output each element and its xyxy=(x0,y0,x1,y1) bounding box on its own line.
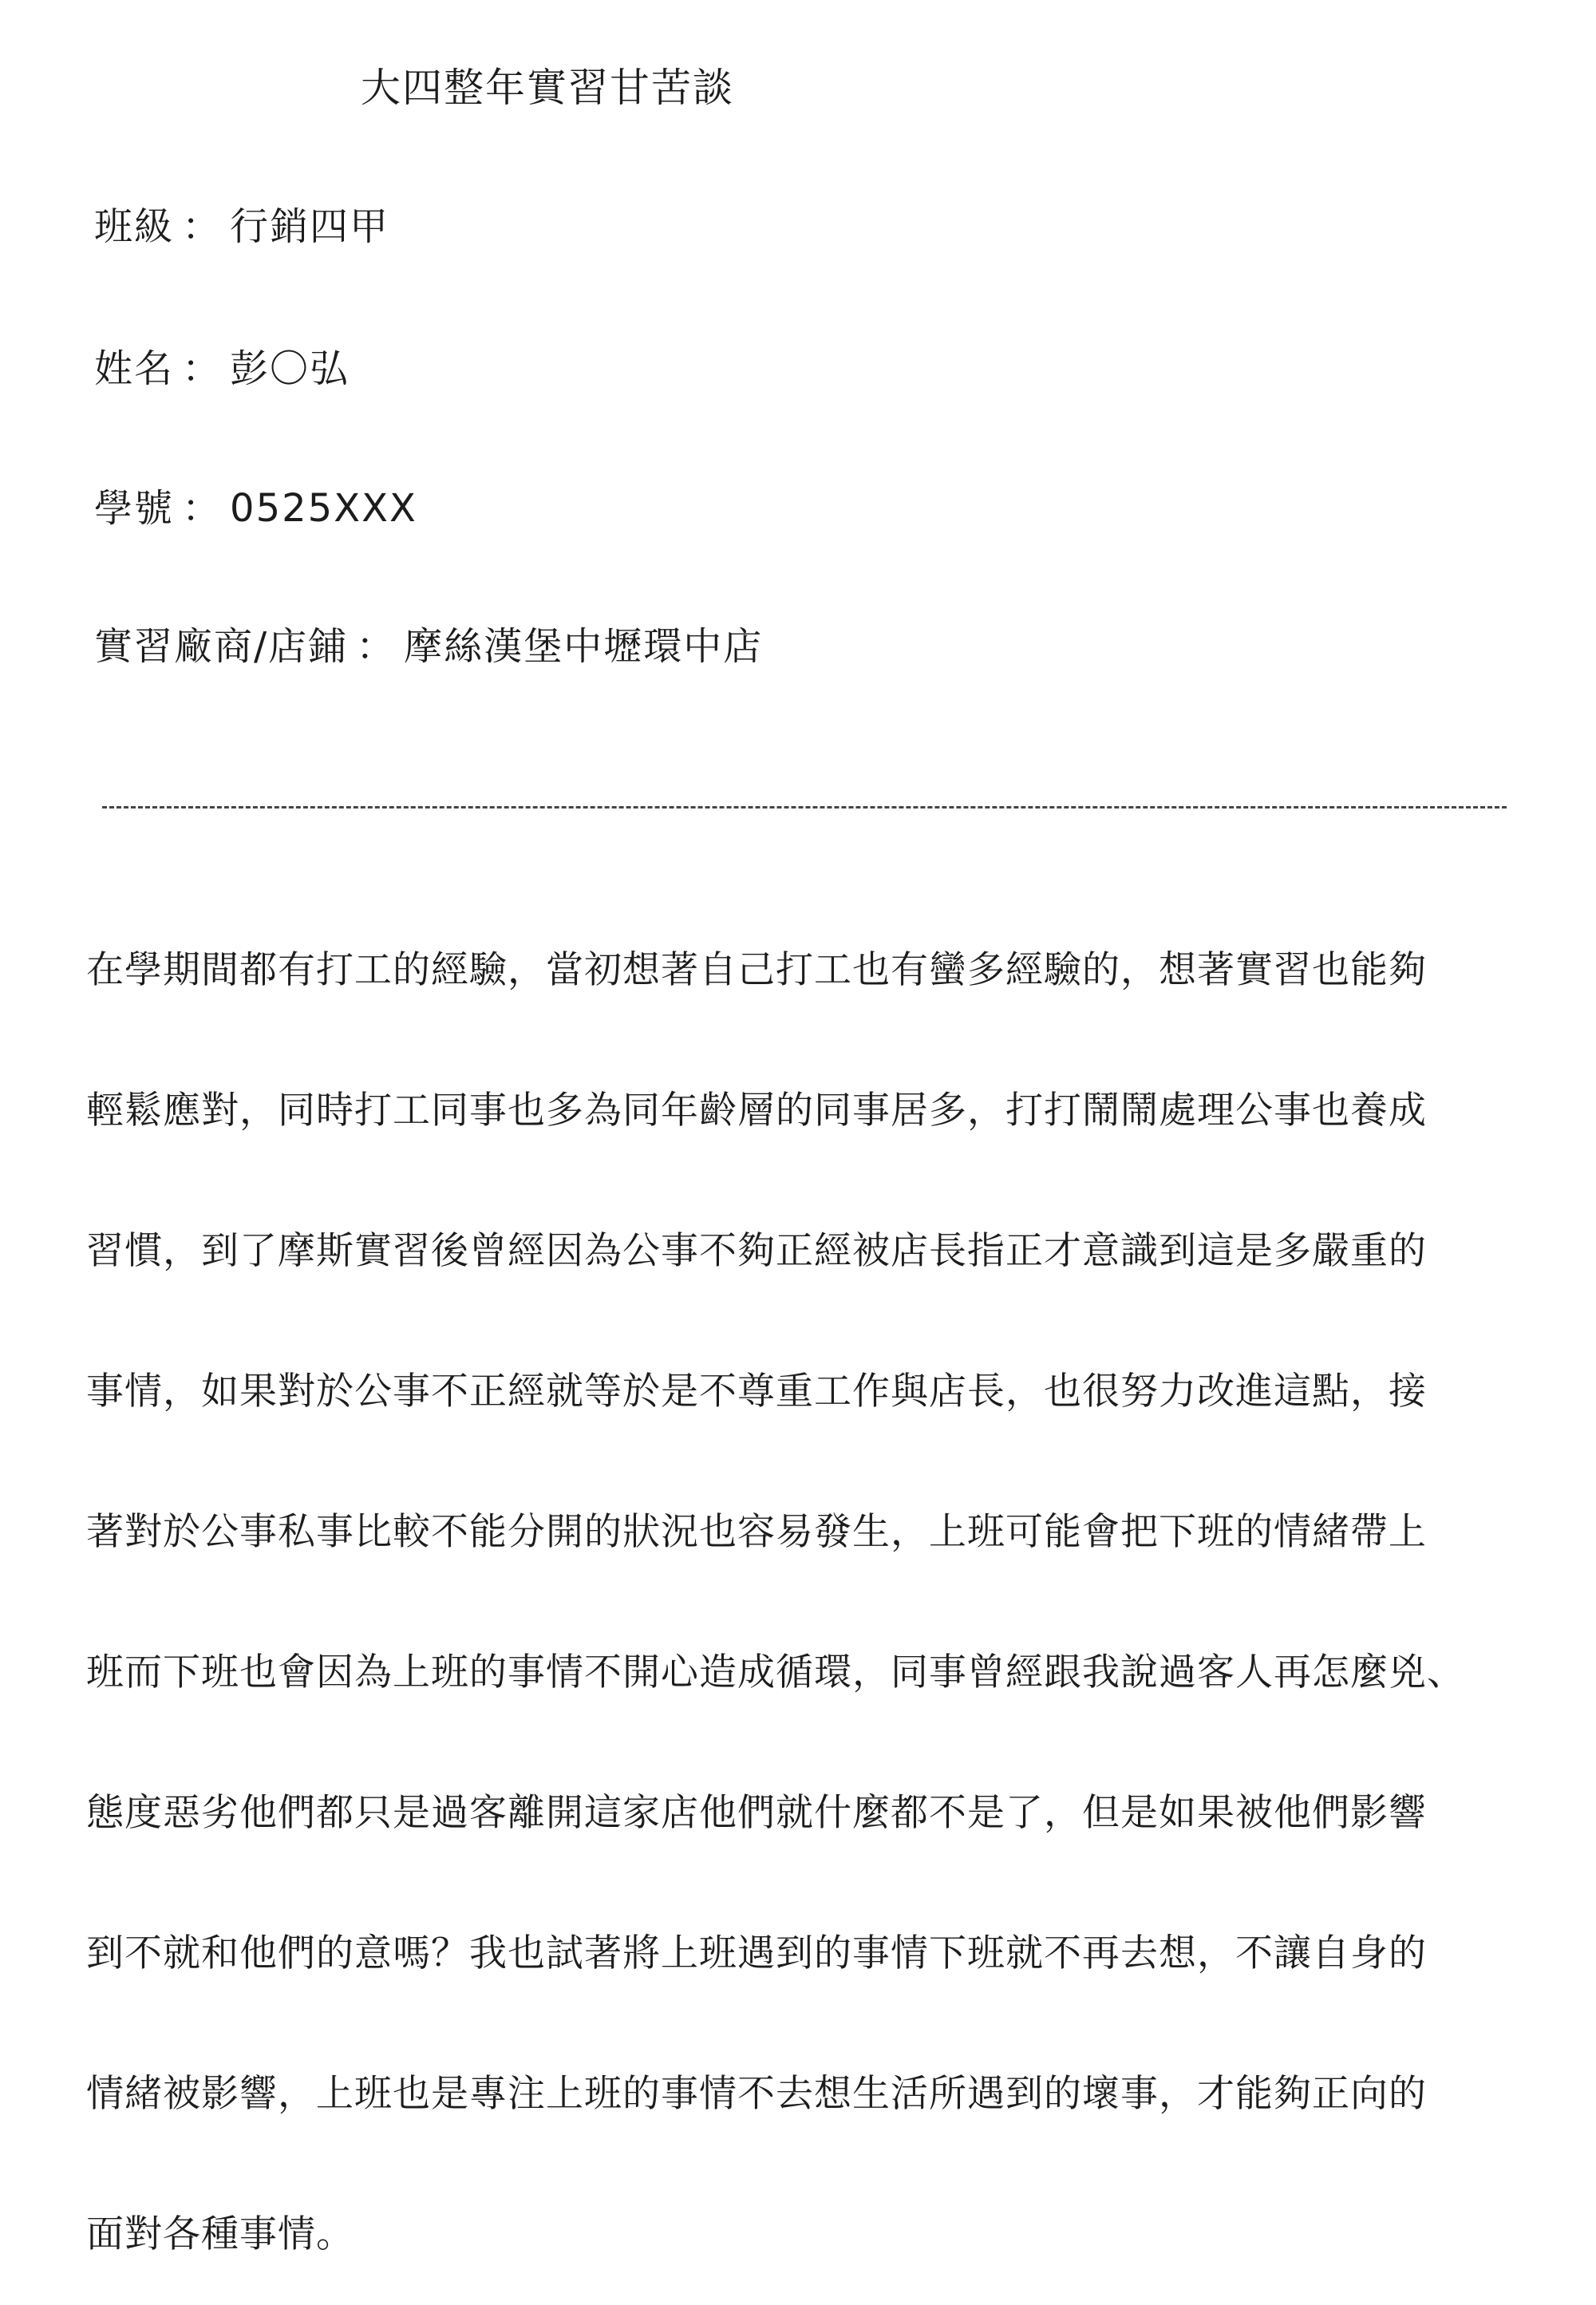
essay-line: 在學期間都有打工的經驗，當初想著自己打工也有蠻多經驗的，想著實習也能夠 xyxy=(86,948,1427,992)
essay-line: 班而下班也會因為上班的事情不開心造成循環，同事曾經跟我說過客人再怎麼兇、 xyxy=(86,1651,1465,1694)
class-separator: ： xyxy=(182,204,223,249)
dashed-divider xyxy=(102,806,1507,809)
student-id-label: 學號 xyxy=(94,486,175,531)
essay-line: 著對於公事私事比較不能分開的狀況也容易發生，上班可能會把下班的情緒帶上 xyxy=(86,1510,1427,1554)
class-value: 行銷四甲 xyxy=(230,204,390,249)
company-separator: ： xyxy=(356,624,397,669)
company-field xyxy=(94,621,763,672)
student-id-field xyxy=(94,483,417,534)
name-label: 姓名 xyxy=(94,346,175,391)
essay-line: 事情，如果對於公事不正經就等於是不尊重工作與店長，也很努力改進這點，接 xyxy=(86,1370,1427,1413)
name-value: 彭〇弘 xyxy=(230,346,350,391)
company-value: 摩絲漢堡中壢環中店 xyxy=(404,624,764,669)
company-label: 實習廠商/店鋪 xyxy=(94,624,349,669)
name-separator: ： xyxy=(182,346,223,391)
essay-line: 態度惡劣他們都只是過客離開這家店他們就什麼都不是了，但是如果被他們影響 xyxy=(86,1791,1427,1835)
essay-line: 情緒被影響，上班也是專注上班的事情不去想生活所遇到的壞事，才能夠正向的 xyxy=(86,2072,1427,2116)
essay-line: 輕鬆應對，同時打工同事也多為同年齡層的同事居多，打打鬧鬧處理公事也養成 xyxy=(86,1089,1427,1133)
name-field xyxy=(94,343,350,394)
class-label: 班級 xyxy=(94,204,175,249)
essay-line: 習慣，到了摩斯實習後曾經因為公事不夠正經被店長指正才意識到這是多嚴重的 xyxy=(86,1229,1427,1273)
student-id-value: 0525XXX xyxy=(230,486,417,531)
class-field xyxy=(94,201,389,252)
document-title: 大四整年實習甘苦談 xyxy=(361,65,734,111)
essay-body xyxy=(86,900,1555,2305)
essay-line: 到不就和他們的意嗎？我也試著將上班遇到的事情下班就不再去想，不讓自身的 xyxy=(86,1931,1427,1975)
essay-line: 面對各種事情。 xyxy=(86,2212,354,2256)
student-id-separator: ： xyxy=(182,486,223,531)
